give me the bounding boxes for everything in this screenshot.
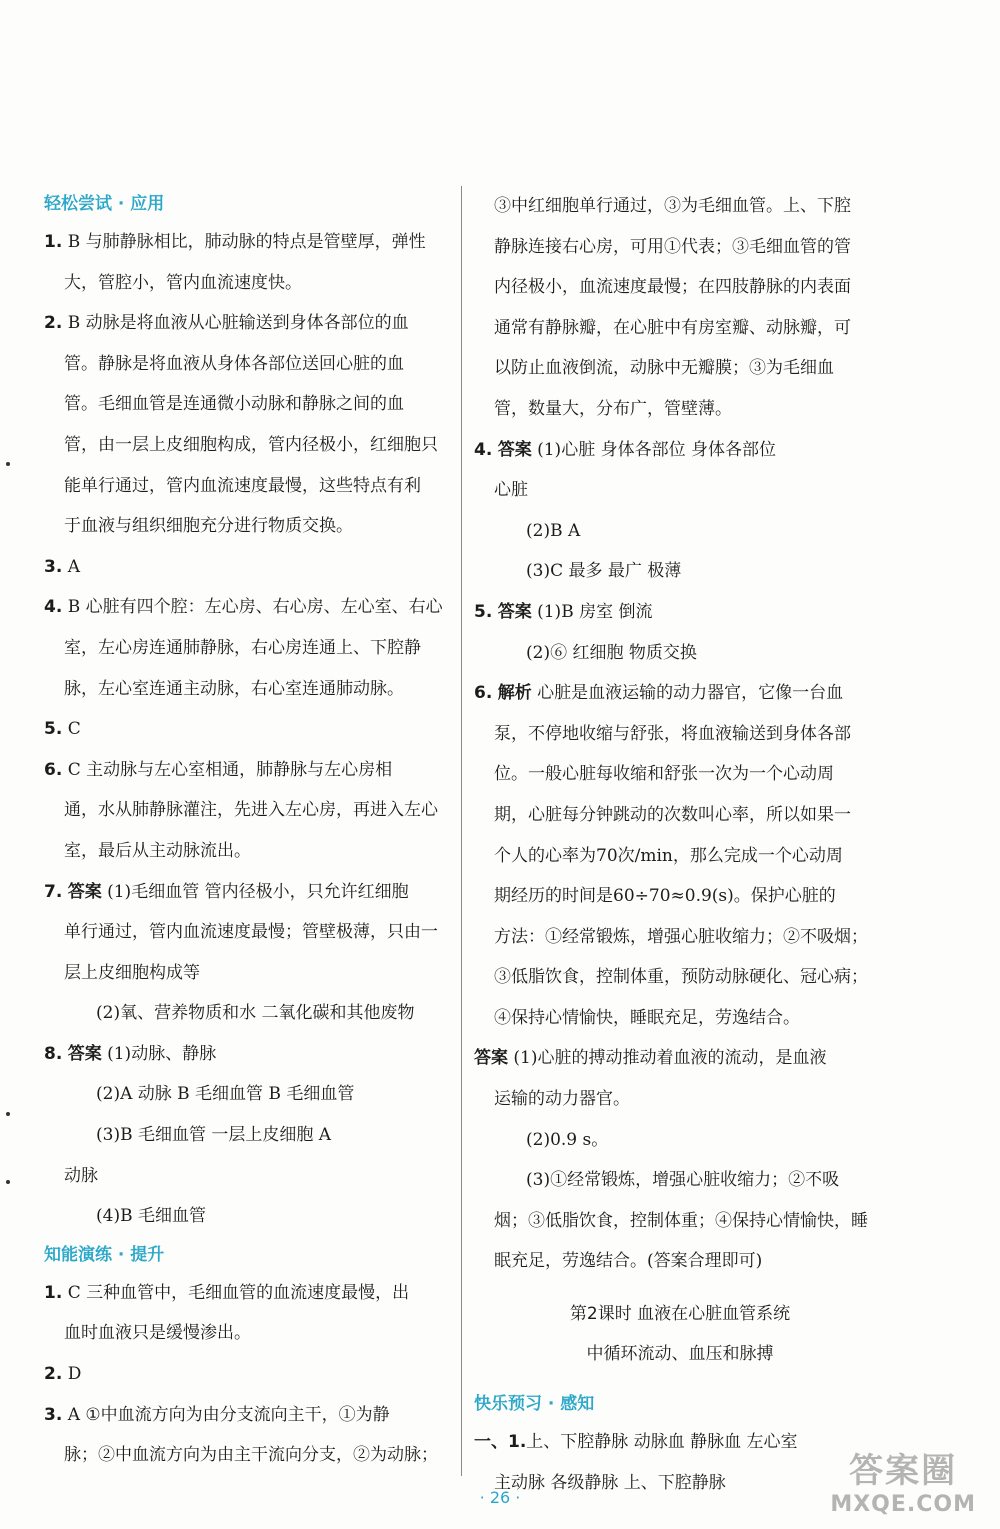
answer-line: 个人的心率为70次/min，那么完成一个心动周 <box>494 845 843 866</box>
answer-item: 7. 答案 (1)毛细血管 管内径极小，只允许红细胞 <box>44 881 409 902</box>
answer-line: (2)0.9 s。 <box>526 1129 609 1150</box>
answer-item: 答案 (1)心脏的搏动推动着血液的流动，是血液 <box>474 1048 827 1069</box>
answer-line: 管，由一层上皮细胞构成，管内径极小，红细胞只 <box>64 434 438 455</box>
answer-line: ③低脂饮食，控制体重，预防动脉硬化、冠心病； <box>494 967 868 988</box>
answer-line: (3)①经常锻炼，增强心脏收缩力；②不吸 <box>526 1170 840 1191</box>
answer-item: 2. D <box>44 1364 82 1385</box>
answer-item: 3. A ①中血流方向为由分支流向主干，①为静 <box>44 1404 390 1425</box>
section-heading: 快乐预习 · 感知 <box>474 1394 595 1415</box>
answer-line: (2)A 动脉 B 毛细血管 B 毛细血管 <box>96 1084 355 1105</box>
answer-item: 3. A <box>44 556 80 577</box>
answer-item: 6. C 主动脉与左心室相通，肺静脉与左心房相 <box>44 759 393 780</box>
answer-line: 室，最后从主动脉流出。 <box>64 840 251 861</box>
answer-line: ④保持心情愉快，睡眠充足，劳逸结合。 <box>494 1007 800 1028</box>
answer-line: (3)B 毛细血管 一层上皮细胞 A <box>96 1125 332 1146</box>
margin-dot <box>6 1180 10 1184</box>
answer-item: 1. C 三种血管中，毛细血管的血流速度最慢，出 <box>44 1282 410 1303</box>
answer-line: 期，心脏每分钟跳动的次数叫心率，所以如果一 <box>494 804 851 825</box>
answer-line: 大，管腔小，管内血流速度快。 <box>64 272 302 293</box>
answer-line: 烟；③低脂饮食，控制体重；④保持心情愉快，睡 <box>494 1210 868 1231</box>
answer-line: 运输的动力器官。 <box>494 1089 630 1110</box>
answer-line: (2)⑥ 红细胞 物质交换 <box>526 642 697 663</box>
answer-line: 以防止血液倒流，动脉中无瓣膜；③为毛细血 <box>494 358 834 379</box>
answer-item: 4. 答案 (1)心脏 身体各部位 身体各部位 <box>474 439 776 460</box>
answer-item: 6. 解析 心脏是血液运输的动力器官，它像一台血 <box>474 683 844 704</box>
answer-item: 5. 答案 (1)B 房室 倒流 <box>474 601 653 622</box>
answer-line: 期经历的时间是60÷70≈0.9(s)。保护心脏的 <box>494 886 836 907</box>
left-column <box>44 186 458 1476</box>
answer-line: (2)氧、营养物质和水 二氧化碳和其他废物 <box>96 1003 415 1024</box>
answer-line: 心脏 <box>494 480 528 501</box>
answer-line: ③中红细胞单行通过，③为毛细血管。上、下腔 <box>494 196 851 216</box>
answer-line: 单行通过，管内血流速度最慢；管壁极薄，只由一 <box>64 922 438 943</box>
answer-line: 能单行通过，管内血流速度最慢，这些特点有利 <box>64 475 421 496</box>
answer-line: 管，数量大，分布广，管壁薄。 <box>494 398 732 419</box>
answer-line: 泵，不停地收缩与舒张，将血液输送到身体各部 <box>494 723 851 744</box>
answer-line: 脉；②中血流方向为由主干流向分支，②为动脉； <box>64 1445 438 1466</box>
right-column <box>474 186 886 1503</box>
answer-line: 内径极小，血流速度最慢；在四肢静脉的内表面 <box>494 277 851 298</box>
answer-line: 静脉连接右心房，可用①代表；③毛细血管的管 <box>494 236 851 257</box>
answer-line: 管。静脉是将血液从身体各部位送回心脏的血 <box>64 353 404 374</box>
section-heading: 轻松尝试 · 应用 <box>44 194 165 214</box>
answer-line: (3)C 最多 最广 极薄 <box>526 561 682 582</box>
answer-item: 一、1.上、下腔静脉 动脉血 静脉血 左心室 <box>474 1432 798 1453</box>
margin-dot <box>6 462 10 466</box>
answer-item: 8. 答案 (1)动脉、静脉 <box>44 1043 217 1064</box>
answer-item: 4. B 心脏有四个腔：左心房、右心房、左心室、右心 <box>44 597 443 618</box>
answer-line: 主动脉 各级静脉 上、下腔静脉 <box>494 1472 726 1493</box>
watermark-logo: 答案圈 MXQE.COM <box>830 1451 976 1517</box>
margin-dot <box>6 1112 10 1116</box>
answer-line: 位。一般心脏每收缩和舒张一次为一个心动周 <box>494 764 834 785</box>
lesson-title: 第2课时 血液在心脏血管系统 <box>569 1304 791 1325</box>
answer-line: (2)B A <box>526 520 581 541</box>
column-divider <box>461 186 462 1476</box>
answer-line: 于血液与组织细胞充分进行物质交换。 <box>64 516 353 537</box>
answer-line: 室，左心房连通肺静脉，右心房连通上、下腔静 <box>64 637 421 658</box>
answer-line: 血时血液只是缓慢渗出。 <box>64 1323 251 1344</box>
answer-line: 层上皮细胞构成等 <box>64 962 200 983</box>
answer-line: 方法：①经常锻炼，增强心脏收缩力；②不吸烟； <box>494 926 868 947</box>
lesson-title: 中循环流动、血压和脉搏 <box>586 1344 774 1365</box>
answer-line: 眠充足，劳逸结合。(答案合理即可) <box>494 1251 763 1272</box>
answer-item: 1. B 与肺静脉相比，肺动脉的特点是管壁厚，弹性 <box>44 232 426 252</box>
answer-line: (4)B 毛细血管 <box>96 1206 206 1227</box>
answer-item: 2. B 动脉是将血液从心脏输送到身体各部位的血 <box>44 313 409 334</box>
answer-line: 通，水从肺静脉灌注，先进入左心房，再进入左心 <box>64 800 438 821</box>
section-heading: 知能演练 · 提升 <box>44 1244 165 1265</box>
answer-line: 动脉 <box>64 1165 98 1186</box>
answer-line: 管。毛细血管是连通微小动脉和静脉之间的血 <box>64 394 404 415</box>
answer-item: 5. C <box>44 719 81 740</box>
answer-line: 脉，左心室连通主动脉，右心室连通肺动脉。 <box>64 678 404 699</box>
page-number: · 26 · <box>479 1488 521 1507</box>
answer-line: 通常有静脉瓣，在心脏中有房室瓣、动脉瓣，可 <box>494 317 851 338</box>
